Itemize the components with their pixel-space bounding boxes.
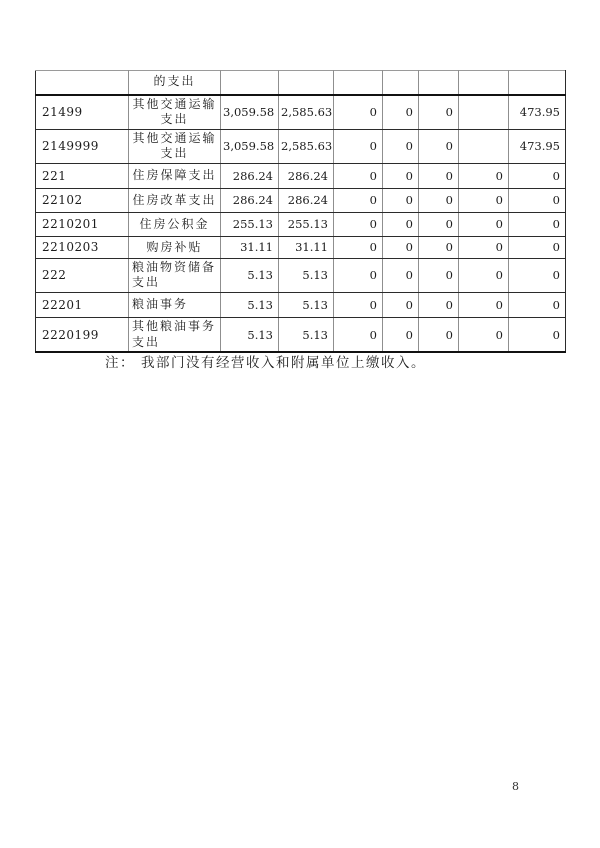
table-row — [36, 212, 566, 236]
value-cell: 0 — [419, 318, 459, 353]
table-row — [36, 95, 566, 130]
value-cell: 5.13 — [221, 258, 279, 292]
value-cell: 5.13 — [221, 318, 279, 353]
value-cell — [509, 71, 566, 95]
value-cell: 2,585.63 — [279, 129, 334, 163]
value-cell: 0 — [383, 95, 419, 130]
code-cell: 22201 — [36, 293, 129, 318]
table-row — [36, 129, 566, 163]
value-cell: 0 — [334, 258, 383, 292]
value-cell: 0 — [383, 236, 419, 258]
value-cell — [459, 95, 509, 130]
value-cell: 0 — [419, 258, 459, 292]
code-cell — [36, 71, 129, 95]
value-cell: 0 — [419, 95, 459, 130]
value-cell: 0 — [509, 293, 566, 318]
value-cell: 0 — [334, 293, 383, 318]
value-cell: 286.24 — [279, 163, 334, 188]
value-cell: 0 — [459, 318, 509, 353]
value-cell: 0 — [459, 293, 509, 318]
value-cell: 0 — [383, 163, 419, 188]
value-cell: 0 — [419, 236, 459, 258]
value-cell: 473.95 — [509, 129, 566, 163]
value-cell: 286.24 — [221, 188, 279, 212]
name-cell: 其他交通运输支出 — [129, 95, 221, 130]
code-cell: 2210201 — [36, 212, 129, 236]
table-row — [36, 163, 566, 188]
table-row — [36, 71, 566, 95]
name-cell: 粮油物资储备支出 — [129, 258, 221, 292]
code-cell: 22102 — [36, 188, 129, 212]
code-cell: 221 — [36, 163, 129, 188]
value-cell: 286.24 — [279, 188, 334, 212]
name-cell: 粮油事务 — [129, 293, 221, 318]
footnote — [105, 351, 426, 371]
value-cell: 255.13 — [221, 212, 279, 236]
value-cell: 5.13 — [279, 258, 334, 292]
value-cell: 5.13 — [279, 293, 334, 318]
value-cell — [383, 71, 419, 95]
value-cell: 31.11 — [221, 236, 279, 258]
value-cell: 0 — [383, 293, 419, 318]
name-cell: 住房改革支出 — [129, 188, 221, 212]
value-cell — [221, 71, 279, 95]
value-cell — [459, 71, 509, 95]
value-cell: 0 — [334, 188, 383, 212]
table-row — [36, 318, 566, 353]
value-cell: 0 — [334, 129, 383, 163]
value-cell: 0 — [419, 129, 459, 163]
value-cell: 0 — [334, 212, 383, 236]
code-cell: 2149999 — [36, 129, 129, 163]
code-cell: 2210203 — [36, 236, 129, 258]
value-cell: 0 — [459, 258, 509, 292]
value-cell: 0 — [459, 212, 509, 236]
value-cell: 0 — [383, 188, 419, 212]
value-cell: 286.24 — [221, 163, 279, 188]
code-cell: 21499 — [36, 95, 129, 130]
value-cell: 5.13 — [279, 318, 334, 353]
value-cell — [279, 71, 334, 95]
value-cell: 0 — [383, 212, 419, 236]
table-row — [36, 188, 566, 212]
value-cell: 0 — [334, 236, 383, 258]
value-cell: 5.13 — [221, 293, 279, 318]
value-cell: 0 — [383, 318, 419, 353]
footnote-text: 我部门没有经营收入和附属单位上缴收入。 — [141, 355, 426, 371]
value-cell: 473.95 — [509, 95, 566, 130]
code-cell: 2220199 — [36, 318, 129, 353]
value-cell: 0 — [419, 293, 459, 318]
value-cell: 0 — [509, 236, 566, 258]
name-cell: 住房公积金 — [129, 212, 221, 236]
name-cell: 住房保障支出 — [129, 163, 221, 188]
value-cell: 3,059.58 — [221, 95, 279, 130]
value-cell: 2,585.63 — [279, 95, 334, 130]
table-row — [36, 236, 566, 258]
value-cell: 0 — [334, 163, 383, 188]
page-number: 8 — [512, 780, 519, 793]
value-cell: 0 — [419, 212, 459, 236]
name-cell: 其他交通运输支出 — [129, 129, 221, 163]
value-cell: 0 — [334, 318, 383, 353]
value-cell — [419, 71, 459, 95]
value-cell: 0 — [383, 258, 419, 292]
value-cell — [334, 71, 383, 95]
value-cell: 0 — [383, 129, 419, 163]
value-cell: 0 — [509, 212, 566, 236]
value-cell: 0 — [459, 163, 509, 188]
expenditure-table — [35, 70, 566, 353]
value-cell: 3,059.58 — [221, 129, 279, 163]
value-cell — [459, 129, 509, 163]
value-cell: 0 — [419, 188, 459, 212]
table-row — [36, 293, 566, 318]
name-cell: 购房补贴 — [129, 236, 221, 258]
value-cell: 0 — [334, 95, 383, 130]
value-cell: 0 — [509, 188, 566, 212]
value-cell: 0 — [509, 258, 566, 292]
value-cell: 0 — [459, 236, 509, 258]
name-cell: 其他粮油事务支出 — [129, 318, 221, 353]
value-cell: 0 — [509, 318, 566, 353]
value-cell: 255.13 — [279, 212, 334, 236]
name-cell: 的支出 — [129, 71, 221, 95]
footnote-label: 注： — [105, 355, 135, 371]
value-cell: 0 — [419, 163, 459, 188]
table-row — [36, 258, 566, 292]
value-cell: 31.11 — [279, 236, 334, 258]
code-cell: 222 — [36, 258, 129, 292]
value-cell: 0 — [509, 163, 566, 188]
value-cell: 0 — [459, 188, 509, 212]
